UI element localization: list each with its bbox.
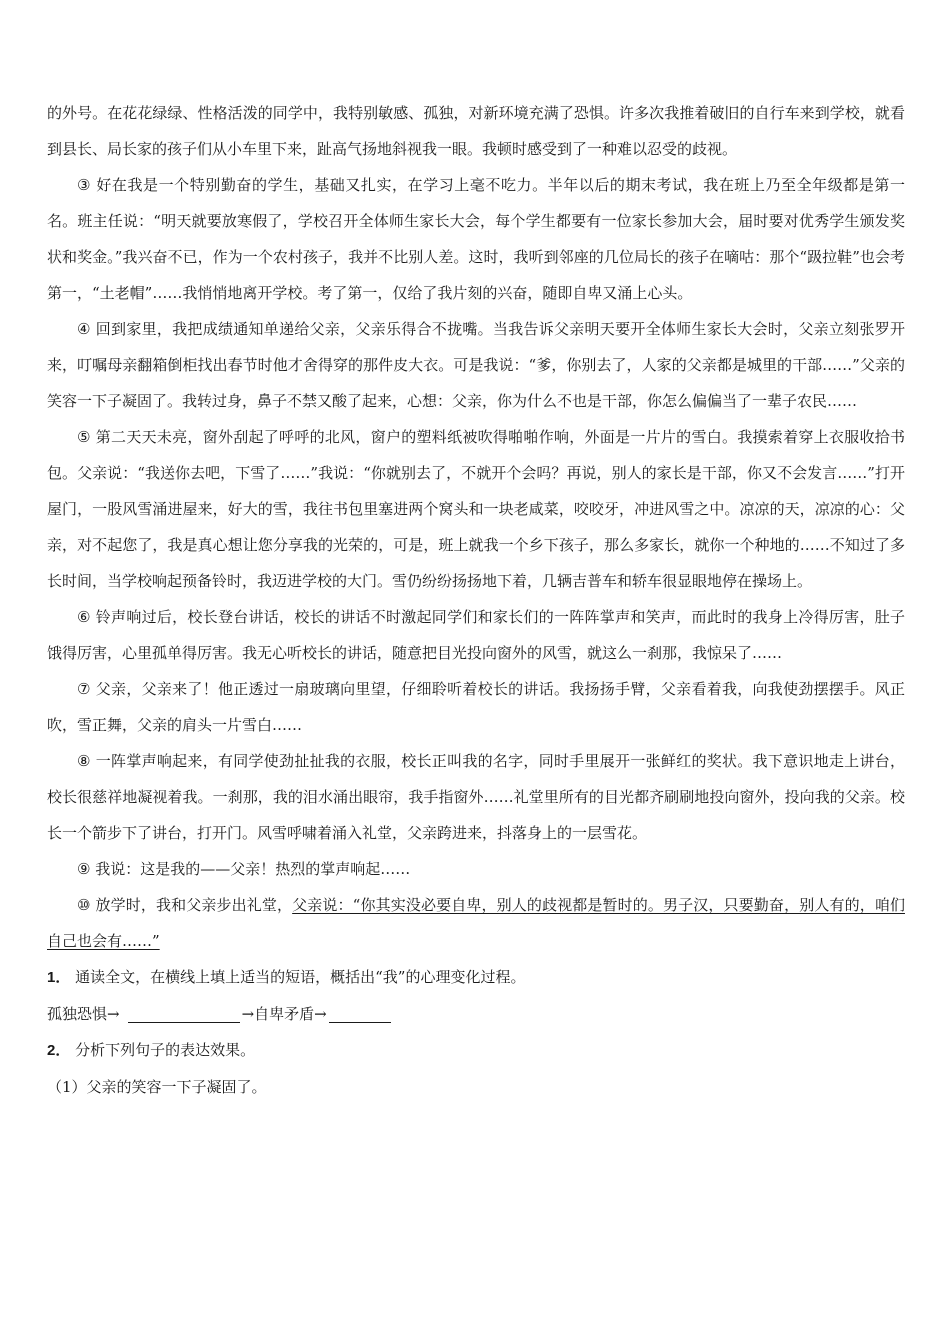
paragraph-number: ④ — [77, 320, 91, 338]
paragraph-text: 一阵掌声响起来，有同学使劲扯扯我的衣服，校长正叫我的名字，同时手里展开一张鲜红的奖状。我下意识地走上讲台，校长很慈祥地凝视着我。一刹那，我的泪水涌出眼帘，我手指窗外……礼堂里所有的目光都齐刷刷地投向窗外，投向我的父亲。校长一个箭步下了讲台，打开门。风雪呼啸着涌入礼堂，父亲跨进来，抖落身上的一层雪花。 — [47, 752, 905, 842]
paragraph-text: 的外号。在花花绿绿、性格活泼的同学中，我特别敏感、孤独，对新环境充满了恐惧。许多次我推着破旧的自行车来到学校，就看到县长、局长家的孩子们从小车里下来，趾高气扬地斜视我一眼。我顿时感受到了一种难以忍受的歧视。 — [47, 104, 905, 158]
answer-blank-1[interactable] — [128, 1004, 240, 1023]
paragraph-10 — [47, 887, 905, 959]
question-1 — [47, 959, 905, 996]
paragraph-5 — [47, 419, 905, 599]
paragraph-text: 回到家里，我把成绩通知单递给父亲，父亲乐得合不拢嘴。当我告诉父亲明天要开全体师生家长大会时，父亲立刻张罗开来，叮嘱母亲翻箱倒柜找出春节时他才舍得穿的那件皮大衣。可是我说：“爹，你别去了，人家的父亲都是城里的干部……”父亲的笑容一下子凝固了。我转过身，鼻子不禁又酸了起来，心想：父亲，你为什么不也是干部，你怎么偏偏当了一辈子农民…… — [47, 320, 905, 410]
paragraph-4 — [47, 311, 905, 419]
document-page — [47, 95, 905, 1105]
chain-mid: →自卑矛盾→ — [241, 1005, 327, 1023]
paragraph-text: 父亲，父亲来了！他正透过一扇玻璃向里望，仔细聆听着校长的讲话。我扬扬手臂，父亲看着我，向我使劲摆摆手。风正吹，雪正舞，父亲的肩头一片雪白…… — [47, 680, 905, 734]
paragraph-8 — [47, 743, 905, 851]
paragraph-number: ⑥ — [77, 608, 91, 626]
paragraph-6 — [47, 599, 905, 671]
paragraph-number: ⑧ — [77, 752, 91, 770]
question-number: 2． — [47, 1042, 71, 1059]
paragraph-number: ③ — [77, 176, 92, 194]
question-2 — [47, 1032, 905, 1069]
underlined-sentence: 父亲说：“你其实没必要自卑，别人的歧视都是暂时的。男子汉，只要勤奋，别人有的，咱们自己也会有……” — [47, 896, 905, 950]
paragraph-text: 铃声响过后，校长登台讲话，校长的讲话不时激起同学们和家长们的一阵阵掌声和笑声，而此时的我身上冷得厉害，肚子饿得厉害，心里孤单得厉害。我无心听校长的讲话，随意把目光投向窗外的风雪，就这么一刹那，我惊呆了…… — [47, 608, 905, 662]
paragraph-number: ⑤ — [77, 428, 91, 446]
paragraph-text: 我说：这是我的——父亲！热烈的掌声响起…… — [95, 860, 411, 878]
paragraph-text: 好在我是一个特别勤奋的学生，基础又扎实，在学习上毫不吃力。半年以后的期末考试，我在班上乃至全年级都是第一名。班主任说：“明天就要放寒假了，学校召开全体师生家长大会，每个学生都要有一位家长参加大会，届时要对优秀学生颁发奖状和奖金。”我兴奋不已，作为一个农村孩子，我并不比别人差。这时，我听到邻座的几位局长的孩子在嘀咕：那个“趿拉鞋”也会考第一，“土老帽”……我悄悄地离开学校。考了第一，仅给了我片刻的兴奋，随即自卑又涌上心头。 — [47, 176, 905, 302]
paragraph-9 — [47, 851, 905, 887]
sub-question-text: （1）父亲的笑容一下子凝固了。 — [47, 1078, 267, 1096]
paragraph-text: 放学时，我和父亲步出礼堂， — [95, 896, 293, 914]
answer-blank-2[interactable] — [329, 1004, 391, 1023]
question-text: 分析下列句子的表达效果。 — [75, 1041, 256, 1059]
paragraph-number: ⑨ — [77, 860, 91, 878]
question-number: 1． — [47, 969, 71, 986]
paragraph-7 — [47, 671, 905, 743]
question-1-answer-chain — [47, 996, 905, 1032]
chain-start: 孤独恐惧→ — [47, 1005, 120, 1023]
paragraph-number: ⑩ — [77, 896, 91, 914]
paragraph-text: 第二天天未亮，窗外刮起了呼呼的北风，窗户的塑料纸被吹得啪啪作响，外面是一片片的雪白。我摸索着穿上衣服收拾书包。父亲说：“我送你去吧，下雪了……”我说：“你就别去了，不就开个会吗？再说，别人的家长是干部，你又不会发言……”打开屋门，一股风雪涌进屋来，好大的雪，我往书包里塞进两个窝头和一块老咸菜，咬咬牙，冲进风雪之中。凉凉的天，凉凉的心：父亲，对不起您了，我是真心想让您分享我的光荣的，可是，班上就我一个乡下孩子，那么多家长，就你一个种地的……不知过了多长时间，当学校响起预备铃时，我迈进学校的大门。雪仍纷纷扬扬地下着，几辆吉普车和轿车很显眼地停在操场上。 — [47, 428, 905, 590]
paragraph-3 — [47, 167, 905, 311]
paragraph-number: ⑦ — [77, 680, 91, 698]
question-text: 通读全文，在横线上填上适当的短语，概括出“我”的心理变化过程。 — [75, 968, 526, 986]
paragraph-intro — [47, 95, 905, 167]
question-2-sub-1 — [47, 1069, 905, 1105]
